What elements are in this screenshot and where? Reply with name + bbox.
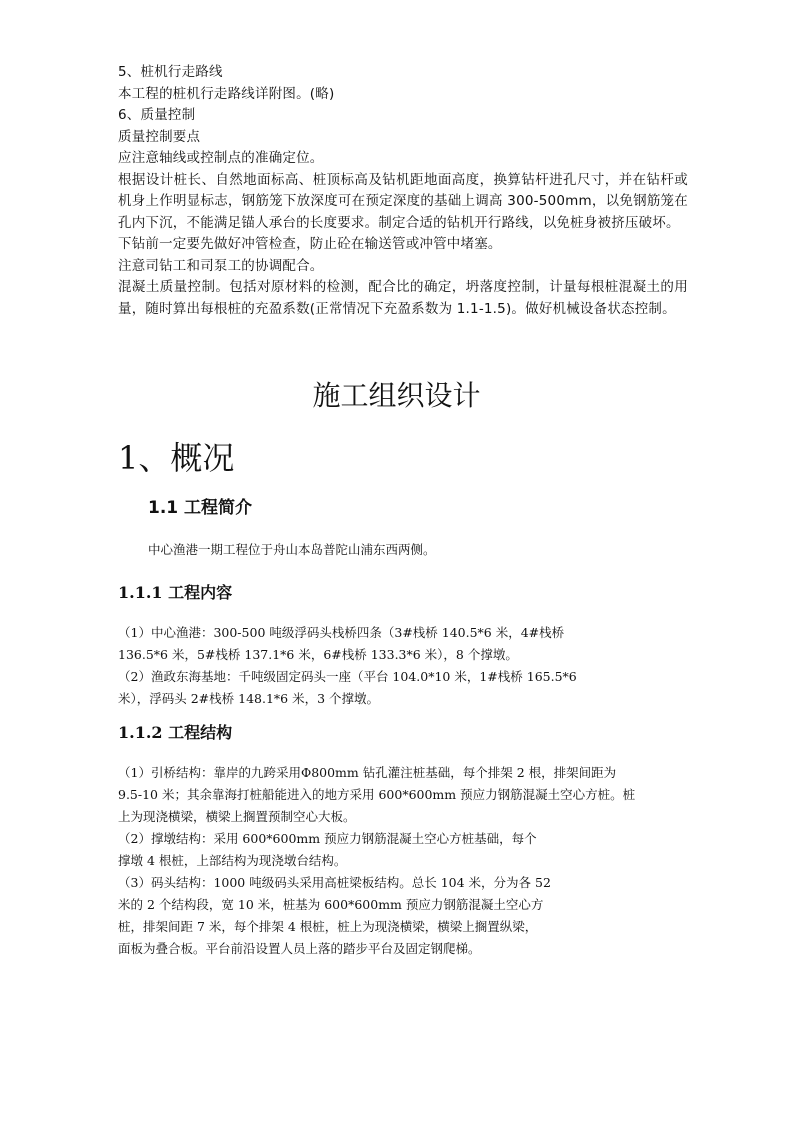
- heading-route: 5、桩机行走路线: [118, 64, 223, 80]
- paragraph-drill: 根据设计桩长、自然地面标高、桩顶标高及钻机距地面高度，换算钻杆进孔尺寸，并在钻杆或机身上作明显标志，钢筋笼下放深度可在预定深度的基础上调高 300-500mm，以免钢筋笼在孔内下沉，不能满足锚人承台的长度要求。制定合适的钻机开行路线，以免桩身被挤压破坏。: [118, 171, 688, 231]
- quality-points: 质量控制要点: [118, 128, 201, 145]
- content-line: 米），浮码头 2#栈桥 148.1*6 米，3 个撑墩。: [118, 691, 380, 706]
- section-heading-1-1: 1.1 工程简介: [148, 498, 253, 518]
- structure-line: 米的 2 个结构段，宽 10 米，桩基为 600*600mm 预应力钢筋混凝土空心方: [118, 897, 544, 912]
- structure-line: 上为现浇横梁，横梁上搁置预制空心大板。: [118, 809, 356, 824]
- paragraph-coordination: 注意司钻工和司泵工的协调配合。: [118, 257, 324, 274]
- paragraph-axis: 应注意轴线或控制点的准确定位。: [118, 150, 324, 166]
- project-intro: 中心渔港一期工程位于舟山本岛普陀山浦东西两侧。: [148, 542, 436, 557]
- section-heading-1-1-2: 1.1.2 工程结构: [118, 723, 233, 742]
- structure-line: （3）码头结构：1000 吨级码头采用高桩梁板结构。总长 104 米，分为各 52: [118, 875, 551, 890]
- section-heading-1-1-1: 1.1.1 工程内容: [118, 583, 233, 602]
- paragraph-pipe: 下钻前一定要先做好冲管检查，防止砼在输送管或冲管中堵塞。: [118, 236, 502, 252]
- structure-line: （1）引桥结构：靠岸的九跨采用Φ800mm 钻孔灌注桩基础，每个排架 2 根，排架间距为: [118, 765, 617, 780]
- structure-line: 撑墩 4 根桩，上部结构为现浇墩台结构。: [118, 853, 347, 868]
- document-title: 施工组织设计: [312, 379, 481, 412]
- content-line: （2）渔政东海基地：千吨级固定码头一座（平台 104.0*10 米，1#栈桥 165.5*6: [118, 669, 577, 684]
- project-structure: [118, 762, 688, 960]
- content-line: 136.5*6 米，5#栈桥 137.1*6 米，6#栈桥 133.3*6 米），8 个撑墩。: [118, 647, 518, 662]
- project-content: [118, 622, 688, 710]
- paragraph-concrete: 混凝土质量控制。包括对原材料的检测，配合比的确定，坍落度控制，计量每根桩混凝土的用量，随时算出每根桩的充盈系数(正常情况下充盈系数为 1.1-1.5)。做好机械设备状态控制。: [118, 279, 688, 317]
- structure-line: 面板为叠合板。平台前沿设置人员上落的踏步平台及固定钢爬梯。: [118, 941, 481, 956]
- route-text: 本工程的桩机行走路线详附图。(略): [118, 85, 335, 102]
- quality-control-section: [118, 62, 688, 320]
- chapter-heading: 1、概况: [118, 439, 235, 477]
- content-line: （1）中心渔港：300-500 吨级浮码头栈桥四条（3#栈桥 140.5*6 米，4#栈桥: [118, 625, 565, 640]
- heading-quality: 6、质量控制: [118, 107, 196, 123]
- structure-line: （2）撑墩结构：采用 600*600mm 预应力钢筋混凝土空心方桩基础，每个: [118, 831, 537, 846]
- structure-line: 桩，排架间距 7 米，每个排架 4 根桩，桩上为现浇横梁，横梁上搁置纵梁，: [118, 919, 538, 934]
- structure-line: 9.5-10 米；其余靠海打桩船能进入的地方采用 600*600mm 预应力钢筋混凝土空心方桩。桩: [118, 787, 636, 802]
